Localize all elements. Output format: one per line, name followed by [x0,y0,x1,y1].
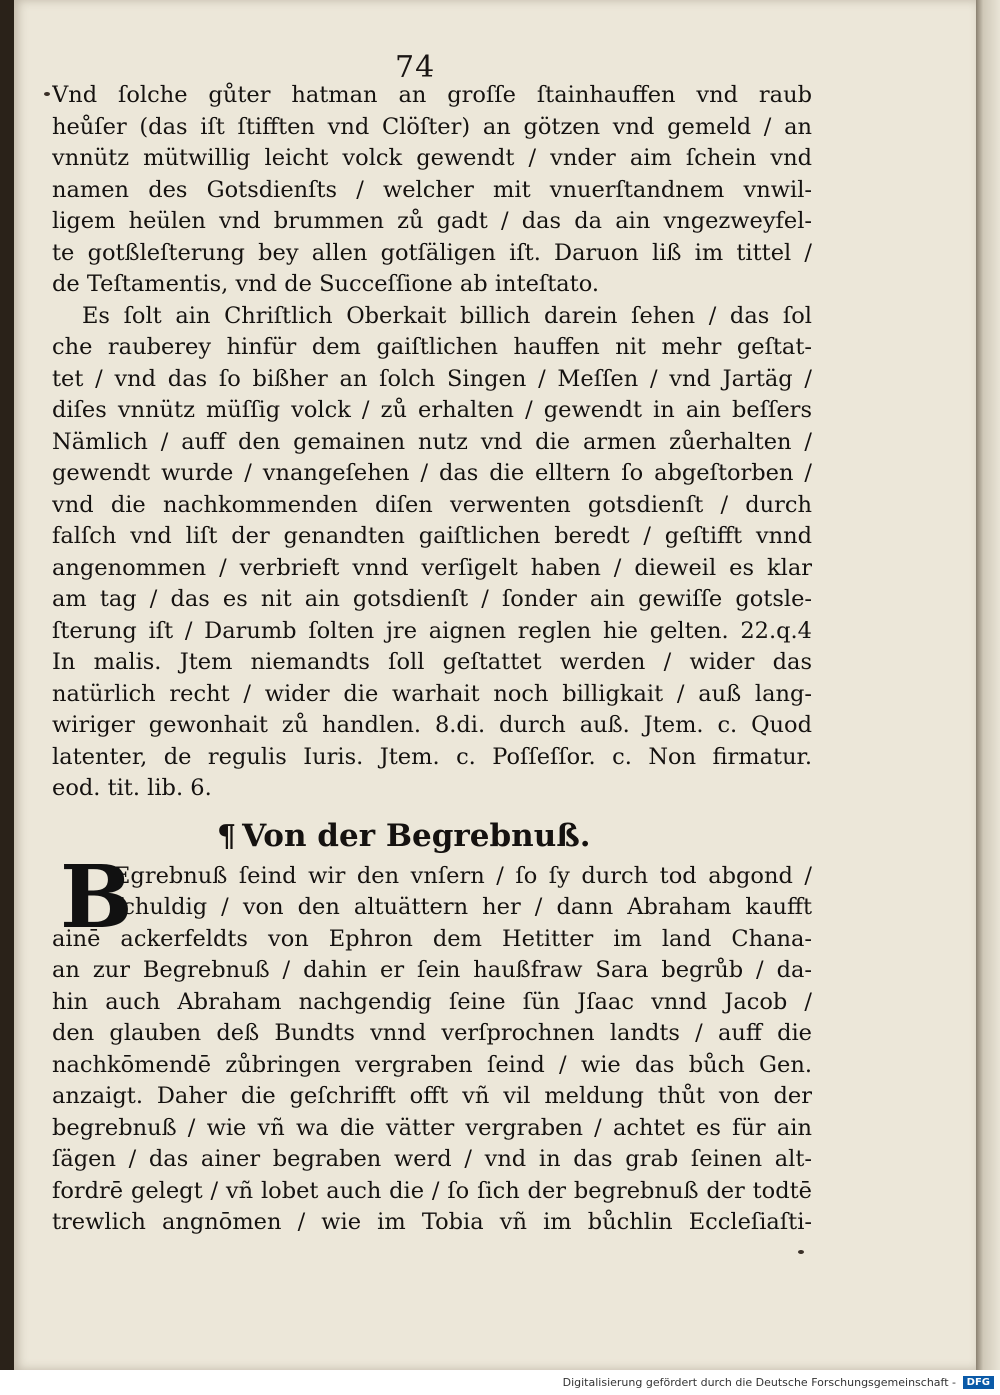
page-body [52,80,812,1239]
text-line: den glauben deß Bundts vnnd verſprochnen landts / auff die [52,1020,812,1046]
digitization-credit: Digitalisierung gefördert durch die Deutsche Forschungsgemeinschaft - [562,1376,956,1389]
text-line: ſägen / das ainer begraben werd / vnd in das grab ſeinen alt- [52,1146,812,1172]
ink-speck [44,92,50,96]
text-line: In malis. Jtem niemandts ſoll geſtattet werden / wider das [52,649,812,675]
paragraph-burial [52,846,812,1239]
text-line: de Teſtamentis, vnd de Succeſſione ab inteſtato. [52,271,600,297]
text-line: hin auch Abraham nachgendig ſeine ſün Jſaac vnnd Jacob / [52,988,812,1015]
text-line: tet / vnd das ſo bißher an ſolch Singen / Meſſen / vnd Jartäg / [52,365,812,392]
section-heading [52,811,812,861]
text-line: ſchuldig / von den altuättern her / dann Abraham kaufft [114,894,812,920]
text-line: diſes vnnütz müſſig volck / zů erhalten / gewendt in ain beſſers [52,397,812,423]
text-line: begrebnuß / wie vñ wa die vätter vergraben / achtet es für ain [52,1114,812,1141]
text-line: ſterung iſt / Darumb ſolten jre aignen reglen hie gelten. 22.q.4 [52,617,812,644]
text-line: che rauberey hinfür dem gaiſtlichen hauffen nit mehr geſtat- [52,334,812,360]
paragraph-property-clause [52,80,812,301]
text-line: am tag / das es nit ain gotsdienſt / ſonder ain gewiſſe gotsle- [52,586,812,612]
book-binding-edge [0,0,14,1370]
ink-speck [798,1250,804,1254]
text-line: anzaigt. Daher die geſchrifft offt vñ vil meldung thůt von der [52,1083,812,1109]
text-line: vnd die nachkommenden diſen verwenten gotsdienſt / durch [52,491,812,518]
text-line: heůſer (das iſt ſtifften vnd Clöſter) an götzen vnd gemeld / an [52,113,812,140]
text-line: te gotßleſterung bey allen gotſäligen iſt. Daruon liß im tittel / [52,239,812,266]
text-line: Es ſolt ain Chriſtlich Oberkait billich darein ſehen / das ſol [82,302,812,329]
text-line: natürlich recht / wider die warhait noch billigkait / auß lang- [52,680,812,707]
page-fore-edge [976,0,1000,1370]
text-line: gewendt wurde / vnangeſehen / das die elltern ſo abgeſtorben / [52,460,812,486]
text-line: an zur Begrebnuß / dahin er ſein haußfraw Sara begrůb / da- [52,957,812,983]
text-line: namen des Gotsdienſts / welcher mit vnuerſtandnem vnwil- [52,176,812,203]
paragraph-christian-authority [52,301,812,805]
text-line: nachkōmendē zůbringen vergraben ſeind / wie das bůch Gen. [52,1051,812,1078]
pilcrow-icon: ¶ [217,818,237,854]
text-line: vnnütz mütwillig leicht volck gewendt / vnder aim ſchein vnd [52,145,812,171]
text-line: falſch vnd liſt der genandten gaiſtlichen beredt / geſtifft vnnd [52,523,812,549]
text-line: Vnd ſolche gůter hatman an groſſe ſtainhauffen vnd raub [52,82,812,108]
text-line: Nämlich / auff den gemainen nutz vnd die armen zůerhalten / [52,428,812,455]
text-line: eod. tit. lib. 6. [52,775,212,801]
text-line: ainē ackerfeldts von Ephron dem Hetitter im land Chana- [52,925,812,952]
dfg-logo: DFG [963,1376,994,1389]
text-line: ligem heülen vnd brummen zů gadt / das da ain vngezweyfel- [52,208,812,234]
text-line: trewlich angnōmen / wie im Tobia vñ im bůchlin Eccleſiaſti- [52,1209,812,1235]
section-heading-text: Von der Begrebnuß. [242,817,591,854]
drop-cap-initial: B [60,846,133,948]
text-line: angenommen / verbrieft vnnd verſigelt haben / dieweil es klar [52,554,812,581]
page-number: 74 [395,50,436,85]
text-line: wiriger gewonhait zů handlen. 8.di. durch auß. Jtem. c. Quod [52,712,812,738]
text-line: latenter, de regulis Iuris. Jtem. c. Poſſeſſor. c. Non firmatur. [52,743,812,770]
text-line: Egrebnuß ſeind wir den vnſern / ſo ſy durch tod abgond / [114,862,812,889]
text-line: fordrē gelegt / vñ lobet auch die / ſo ſich der begrebnuß der todtē [52,1177,812,1204]
